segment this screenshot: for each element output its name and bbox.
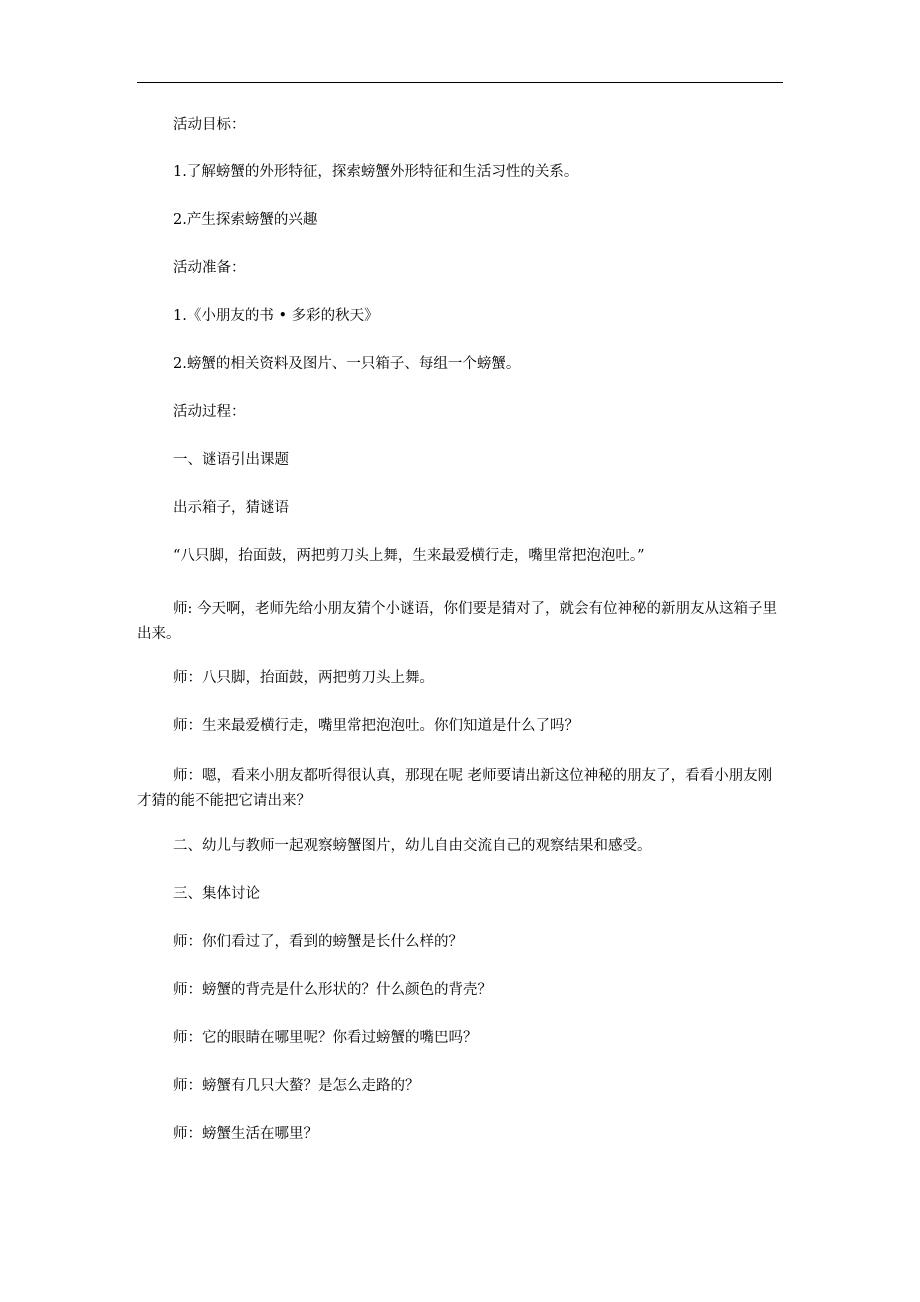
discussion-question-5: 师：螃蟹生活在哪里？ — [173, 1126, 318, 1142]
section-two-heading: 二、幼儿与教师一起观察螃蟹图片，幼儿自由交流自己的观察结果和感受。 — [173, 838, 652, 854]
discussion-question-1: 师：你们看过了，看到的螃蟹是长什么样的？ — [173, 934, 463, 950]
discussion-question-2: 师：螃蟹的背壳是什么形状的？什么颜色的背壳？ — [173, 982, 492, 998]
section-one-heading: 一、谜语引出课题 — [173, 452, 289, 468]
riddle-text: “八只脚，抬面鼓，两把剪刀头上舞，生来最爱横行走，嘴里常把泡泡吐。” — [173, 548, 645, 564]
goal-item-1: 1.了解螃蟹的外形特征，探索螃蟹外形特征和生活习性的关系。 — [173, 164, 579, 180]
heading-activity-goals: 活动目标： — [173, 117, 246, 133]
teacher-line-riddle-1: 师：八只脚，抬面鼓，两把剪刀头上舞。 — [173, 670, 434, 686]
heading-activity-preparation: 活动准备： — [173, 260, 246, 276]
teacher-line-intro: 师: 今天啊，老师先给小朋友猜个小谜语，你们要是猜对了，就会有位神秘的新朋友从这箱子里出来。 — [137, 601, 777, 642]
discussion-question-3: 师：它的眼睛在哪里呢？你看过螃蟹的嘴巴吗？ — [173, 1030, 478, 1046]
discussion-question-4: 师：螃蟹有几只大螯？是怎么走路的？ — [173, 1078, 420, 1094]
teacher-line-riddle-2: 师：生来最爱横行走，嘴里常把泡泡吐。你们知道是什么了吗？ — [173, 718, 579, 734]
heading-activity-process: 活动过程： — [173, 404, 246, 420]
section-three-heading: 三、集体讨论 — [173, 886, 260, 902]
show-box-text: 出示箱子，猜谜语 — [173, 500, 289, 516]
header-rule — [137, 82, 783, 83]
teacher-line-reveal: 师：嗯，看来小朋友都听得很认真，那现在呢 老师要请出新这位神秘的朋友了，看看小朋友刚才猜的能不能把它请出来？ — [137, 768, 773, 809]
preparation-item-1: 1.《小朋友的书 • 多彩的秋天》 — [173, 308, 379, 324]
goal-item-2: 2.产生探索螃蟹的兴趣 — [173, 212, 318, 228]
preparation-item-2: 2.螃蟹的相关资料及图片、一只箱子、每组一个螃蟹。 — [173, 356, 521, 372]
